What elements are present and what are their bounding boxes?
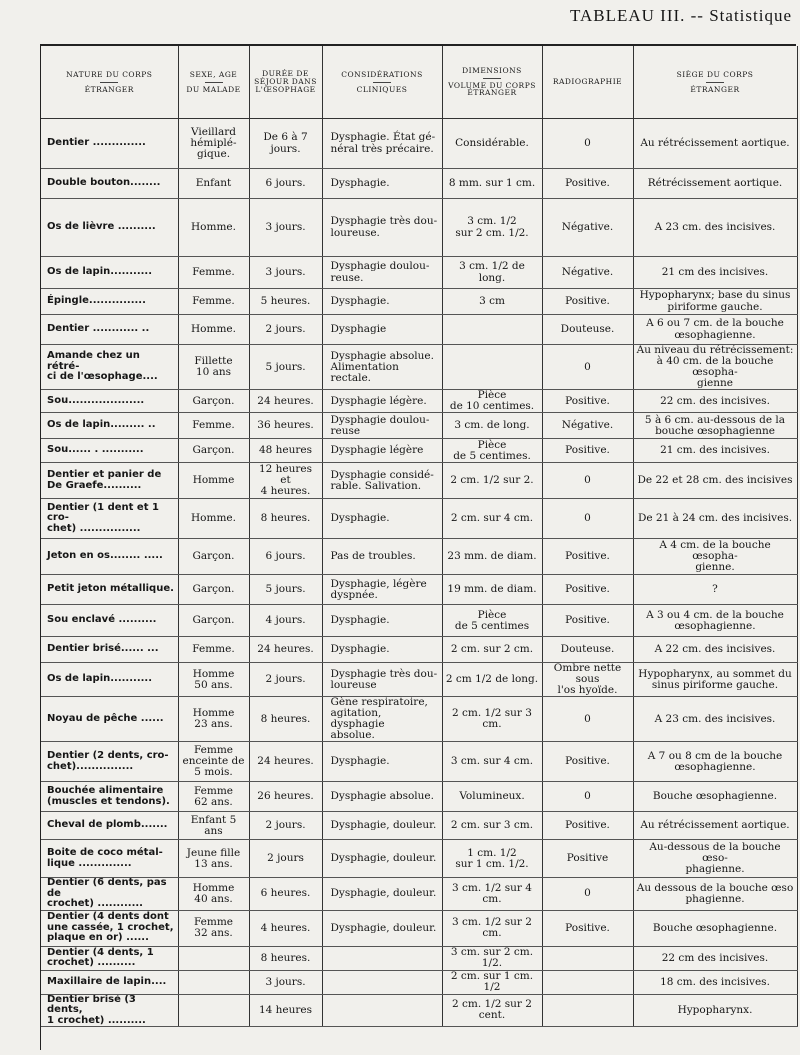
cell-radio: Positive.: [542, 742, 633, 782]
column-header: SEXE, AGE DU MALADE: [178, 46, 249, 119]
cell-duree: 8 heures.: [249, 946, 322, 970]
cell-dim: 8 mm. sur 1 cm.: [442, 169, 542, 199]
cell-cons: Dysphagie très dou- loureuse.: [322, 199, 442, 257]
cell-nature: Os de lièvre ..........: [41, 199, 178, 257]
table-row: [41, 946, 797, 970]
cell-siege: A 23 cm. des incisives.: [633, 199, 797, 257]
cell-cons: Dysphagie absolue.: [322, 782, 442, 812]
cell-nature: Dentier (4 dents, 1 crochet) ..........: [41, 946, 178, 970]
cell-radio: 0: [542, 463, 633, 499]
cell-dim: 3 cm. sur 4 cm.: [442, 742, 542, 782]
cell-nature: Dentier (2 dents, cro- chet)...............: [41, 742, 178, 782]
cell-radio: 0: [542, 499, 633, 539]
cell-dim: 19 mm. de diam.: [442, 575, 542, 605]
cell-duree: 24 heures.: [249, 742, 322, 782]
cell-nature: Dentier ..............: [41, 119, 178, 169]
cell-dim: 2 cm. sur 3 cm.: [442, 812, 542, 840]
cell-cons: Dysphagie doulou- reuse.: [322, 257, 442, 289]
table-header-row: [41, 46, 797, 119]
cell-cons: Dysphagie considé- rable. Salivation.: [322, 463, 442, 499]
cell-dim: Pièce de 5 centimes: [442, 605, 542, 637]
cell-siege: A 3 ou 4 cm. de la bouche œsophagienne.: [633, 605, 797, 637]
statistics-table: [41, 46, 798, 1027]
cell-siege: Au niveau du rétrécissement: à 40 cm. de la bouche œsopha- gienne: [633, 345, 797, 390]
cell-dim: 3 cm. sur 2 cm. 1/2.: [442, 946, 542, 970]
cell-cons: Dysphagie très dou- loureuse: [322, 663, 442, 697]
cell-nature: Cheval de plomb.......: [41, 812, 178, 840]
cell-siege: A 6 ou 7 cm. de la bouche œsophagienne.: [633, 315, 797, 345]
cell-radio: Positive.: [542, 605, 633, 637]
cell-dim: 2 cm. 1/2 sur 2.: [442, 463, 542, 499]
cell-siege: A 23 cm. des incisives.: [633, 697, 797, 742]
cell-siege: Au rétrécissement aortique.: [633, 119, 797, 169]
cell-cons: Dysphagie.: [322, 605, 442, 637]
cell-duree: 6 jours.: [249, 169, 322, 199]
cell-radio: Négative.: [542, 413, 633, 439]
cell-radio: Positive.: [542, 289, 633, 315]
table-row: [41, 315, 797, 345]
cell-dim: Pièce de 10 centimes.: [442, 390, 542, 413]
column-header: RADIOGRAPHIE: [542, 46, 633, 119]
cell-siege: Hypopharynx, au sommet du sinus piriforme gauche.: [633, 663, 797, 697]
cell-duree: 5 jours.: [249, 345, 322, 390]
cell-sexe: Garçon.: [178, 390, 249, 413]
cell-duree: 36 heures.: [249, 413, 322, 439]
cell-radio: 0: [542, 119, 633, 169]
cell-sexe: Fillette 10 ans: [178, 345, 249, 390]
cell-nature: Dentier ............ ..: [41, 315, 178, 345]
cell-dim: [442, 315, 542, 345]
column-header: NATURE DU CORPS ÉTRANGER: [41, 46, 178, 119]
cell-sexe: Homme 50 ans.: [178, 663, 249, 697]
cell-sexe: Femme 62 ans.: [178, 782, 249, 812]
cell-cons: Dysphagie, légère dyspnée.: [322, 575, 442, 605]
cell-cons: Dysphagie, douleur.: [322, 840, 442, 878]
cell-radio: Positive.: [542, 575, 633, 605]
cell-cons: Dysphagie.: [322, 742, 442, 782]
cell-dim: 3 cm. 1/2 sur 2 cm.: [442, 910, 542, 946]
cell-dim: 3 cm: [442, 289, 542, 315]
cell-radio: Positive.: [542, 439, 633, 463]
table-row: [41, 463, 797, 499]
cell-duree: 3 jours.: [249, 970, 322, 994]
cell-sexe: Enfant: [178, 169, 249, 199]
cell-duree: 6 jours.: [249, 539, 322, 575]
cell-duree: 48 heures: [249, 439, 322, 463]
cell-nature: Amande chez un rétré- ci de l'œsophage....: [41, 345, 178, 390]
cell-sexe: [178, 946, 249, 970]
cell-cons: Dysphagie légère.: [322, 390, 442, 413]
column-header: DIMENSIONS VOLUME DU CORPS ÉTRANGER: [442, 46, 542, 119]
cell-radio: Négative.: [542, 257, 633, 289]
cell-nature: Jeton en os........ .....: [41, 539, 178, 575]
cell-radio: 0: [542, 345, 633, 390]
table-row: [41, 413, 797, 439]
cell-duree: 8 heures.: [249, 499, 322, 539]
cell-duree: 4 heures.: [249, 910, 322, 946]
cell-siege: Hypopharynx; base du sinus piriforme gauche.: [633, 289, 797, 315]
cell-radio: Positive.: [542, 910, 633, 946]
cell-cons: Dysphagie. État gé- néral très précaire.: [322, 119, 442, 169]
table-row: [41, 663, 797, 697]
cell-duree: 4 jours.: [249, 605, 322, 637]
cell-dim: Pièce de 5 centimes.: [442, 439, 542, 463]
table-row: [41, 637, 797, 663]
table-row: [41, 782, 797, 812]
cell-duree: 2 jours.: [249, 315, 322, 345]
table-row: [41, 499, 797, 539]
cell-siege: ?: [633, 575, 797, 605]
cell-cons: Dysphagie doulou- reuse: [322, 413, 442, 439]
cell-duree: 8 heures.: [249, 697, 322, 742]
cell-radio: Positive.: [542, 539, 633, 575]
table-row: [41, 994, 797, 1027]
cell-cons: [322, 970, 442, 994]
cell-nature: Double bouton........: [41, 169, 178, 199]
cell-radio: [542, 946, 633, 970]
cell-duree: 5 heures.: [249, 289, 322, 315]
cell-sexe: Homme.: [178, 315, 249, 345]
table-row: [41, 575, 797, 605]
cell-siege: A 22 cm. des incisives.: [633, 637, 797, 663]
cell-cons: Dysphagie.: [322, 289, 442, 315]
cell-dim: [442, 345, 542, 390]
table-row: [41, 878, 797, 911]
cell-nature: Os de lapin...........: [41, 257, 178, 289]
cell-radio: Positive.: [542, 169, 633, 199]
cell-cons: Dysphagie, douleur.: [322, 910, 442, 946]
cell-cons: Gène respiratoire, agitation, dysphagie absolue.: [322, 697, 442, 742]
cell-radio: Négative.: [542, 199, 633, 257]
running-title: TABLEAU III. -- Statistique: [569, 6, 792, 25]
cell-nature: Os de lapin......... ..: [41, 413, 178, 439]
cell-dim: 2 cm. 1/2 sur 3 cm.: [442, 697, 542, 742]
column-header: SIÈGE DU CORPS ÉTRANGER: [633, 46, 797, 119]
statistics-table-frame: [40, 44, 796, 1050]
cell-duree: 6 heures.: [249, 878, 322, 911]
cell-nature: Dentier (4 dents dont une cassée, 1 crochet, plaque en or) ......: [41, 910, 178, 946]
cell-sexe: Jeune fille 13 ans.: [178, 840, 249, 878]
table-row: [41, 257, 797, 289]
cell-dim: Volumineux.: [442, 782, 542, 812]
table-row: [41, 605, 797, 637]
table-row: [41, 169, 797, 199]
cell-sexe: Vieillard hémiplé- gique.: [178, 119, 249, 169]
cell-cons: Dysphagie légère: [322, 439, 442, 463]
cell-cons: Dysphagie.: [322, 169, 442, 199]
cell-cons: Pas de troubles.: [322, 539, 442, 575]
cell-sexe: Enfant 5 ans: [178, 812, 249, 840]
cell-nature: Dentier et panier de De Graefe..........: [41, 463, 178, 499]
cell-duree: 3 jours.: [249, 257, 322, 289]
cell-sexe: Garçon.: [178, 605, 249, 637]
cell-duree: 24 heures.: [249, 390, 322, 413]
table-row: [41, 539, 797, 575]
column-header: CONSIDÉRATIONS CLINIQUES: [322, 46, 442, 119]
cell-siege: 18 cm. des incisives.: [633, 970, 797, 994]
cell-cons: Dysphagie: [322, 315, 442, 345]
table-row: [41, 119, 797, 169]
cell-sexe: Femme 32 ans.: [178, 910, 249, 946]
table-row: [41, 970, 797, 994]
cell-duree: 2 jours.: [249, 812, 322, 840]
cell-dim: 3 cm. 1/2 sur 4 cm.: [442, 878, 542, 911]
cell-radio: 0: [542, 782, 633, 812]
table-row: [41, 439, 797, 463]
cell-duree: 14 heures: [249, 994, 322, 1027]
cell-sexe: Homme 23 ans.: [178, 697, 249, 742]
cell-nature: Sou....................: [41, 390, 178, 413]
cell-sexe: Homme.: [178, 499, 249, 539]
cell-siege: Au dessous de la bouche œso phagienne.: [633, 878, 797, 911]
table-row: [41, 289, 797, 315]
cell-cons: Dysphagie.: [322, 637, 442, 663]
cell-sexe: Femme.: [178, 637, 249, 663]
cell-nature: Dentier (1 dent et 1 cro- chet) ................: [41, 499, 178, 539]
cell-dim: 1 cm. 1/2 sur 1 cm. 1/2.: [442, 840, 542, 878]
cell-sexe: Femme.: [178, 413, 249, 439]
cell-siege: Hypopharynx.: [633, 994, 797, 1027]
cell-siege: A 7 ou 8 cm de la bouche œsophagienne.: [633, 742, 797, 782]
cell-duree: 12 heures et 4 heures.: [249, 463, 322, 499]
cell-nature: Petit jeton métallique.: [41, 575, 178, 605]
cell-siege: Au-dessous de la bouche œso- phagienne.: [633, 840, 797, 878]
cell-cons: Dysphagie absolue. Alimentation rectale.: [322, 345, 442, 390]
cell-siege: Au rétrécissement aortique.: [633, 812, 797, 840]
cell-dim: 3 cm. de long.: [442, 413, 542, 439]
table-row: [41, 345, 797, 390]
cell-sexe: Homme: [178, 463, 249, 499]
cell-sexe: [178, 994, 249, 1027]
cell-nature: Dentier (6 dents, pas de crochet) ............: [41, 878, 178, 911]
cell-radio: Positive: [542, 840, 633, 878]
cell-dim: 2 cm. sur 2 cm.: [442, 637, 542, 663]
cell-siege: A 4 cm. de la bouche œsopha- gienne.: [633, 539, 797, 575]
cell-sexe: Garçon.: [178, 575, 249, 605]
cell-sexe: Femme.: [178, 257, 249, 289]
cell-siege: 5 à 6 cm. au-dessous de la bouche œsophagienne: [633, 413, 797, 439]
cell-dim: 23 mm. de diam.: [442, 539, 542, 575]
cell-nature: Noyau de pêche ......: [41, 697, 178, 742]
cell-radio: Positive.: [542, 812, 633, 840]
cell-sexe: Femme enceinte de 5 mois.: [178, 742, 249, 782]
cell-radio: Douteuse.: [542, 315, 633, 345]
cell-dim: 2 cm. sur 4 cm.: [442, 499, 542, 539]
cell-siege: Bouche œsophagienne.: [633, 782, 797, 812]
cell-sexe: Garçon.: [178, 539, 249, 575]
cell-cons: [322, 946, 442, 970]
cell-siege: De 21 à 24 cm. des incisives.: [633, 499, 797, 539]
cell-siege: 21 cm des incisives.: [633, 257, 797, 289]
cell-siege: Rétrécissement aortique.: [633, 169, 797, 199]
cell-duree: 26 heures.: [249, 782, 322, 812]
cell-sexe: Homme.: [178, 199, 249, 257]
cell-nature: Boite de coco métal- lique ..............: [41, 840, 178, 878]
cell-nature: Maxillaire de lapin....: [41, 970, 178, 994]
cell-duree: 2 jours: [249, 840, 322, 878]
table-row: [41, 697, 797, 742]
cell-radio: Douteuse.: [542, 637, 633, 663]
cell-nature: Épingle...............: [41, 289, 178, 315]
cell-duree: 2 jours.: [249, 663, 322, 697]
cell-radio: Positive.: [542, 390, 633, 413]
cell-radio: 0: [542, 697, 633, 742]
table-row: [41, 812, 797, 840]
table-row: [41, 840, 797, 878]
column-header: DURÉE DE SÉJOUR DANS L'ŒSOPHAGE: [249, 46, 322, 119]
cell-dim: 2 cm. sur 1 cm. 1/2: [442, 970, 542, 994]
cell-duree: 5 jours.: [249, 575, 322, 605]
cell-dim: 3 cm. 1/2 de long.: [442, 257, 542, 289]
cell-siege: 22 cm des incisives.: [633, 946, 797, 970]
cell-siege: 22 cm. des incisives.: [633, 390, 797, 413]
cell-nature: Bouchée alimentaire (muscles et tendons).: [41, 782, 178, 812]
table-row: [41, 910, 797, 946]
cell-nature: Dentier brisé (3 dents, 1 crochet) ..........: [41, 994, 178, 1027]
cell-nature: Os de lapin...........: [41, 663, 178, 697]
cell-sexe: Femme.: [178, 289, 249, 315]
cell-nature: Dentier brisé...... ...: [41, 637, 178, 663]
cell-cons: Dysphagie.: [322, 499, 442, 539]
cell-sexe: Homme 40 ans.: [178, 878, 249, 911]
cell-cons: Dysphagie, douleur.: [322, 878, 442, 911]
cell-duree: De 6 à 7 jours.: [249, 119, 322, 169]
cell-radio: [542, 970, 633, 994]
cell-nature: Sou enclavé ..........: [41, 605, 178, 637]
cell-dim: 2 cm. 1/2 sur 2 cent.: [442, 994, 542, 1027]
cell-radio: [542, 994, 633, 1027]
cell-cons: [322, 994, 442, 1027]
cell-dim: 3 cm. 1/2 sur 2 cm. 1/2.: [442, 199, 542, 257]
cell-sexe: Garçon.: [178, 439, 249, 463]
cell-siege: De 22 et 28 cm. des incisives: [633, 463, 797, 499]
cell-siege: 21 cm. des incisives.: [633, 439, 797, 463]
cell-radio: Ombre nette sous l'os hyoïde.: [542, 663, 633, 697]
cell-duree: 24 heures.: [249, 637, 322, 663]
cell-radio: 0: [542, 878, 633, 911]
table-row: [41, 199, 797, 257]
cell-cons: Dysphagie, douleur.: [322, 812, 442, 840]
cell-dim: Considérable.: [442, 119, 542, 169]
cell-dim: 2 cm 1/2 de long.: [442, 663, 542, 697]
table-row: [41, 742, 797, 782]
cell-sexe: [178, 970, 249, 994]
cell-siege: Bouche œsophagienne.: [633, 910, 797, 946]
table-row: [41, 390, 797, 413]
cell-duree: 3 jours.: [249, 199, 322, 257]
cell-nature: Sou...... . ...........: [41, 439, 178, 463]
